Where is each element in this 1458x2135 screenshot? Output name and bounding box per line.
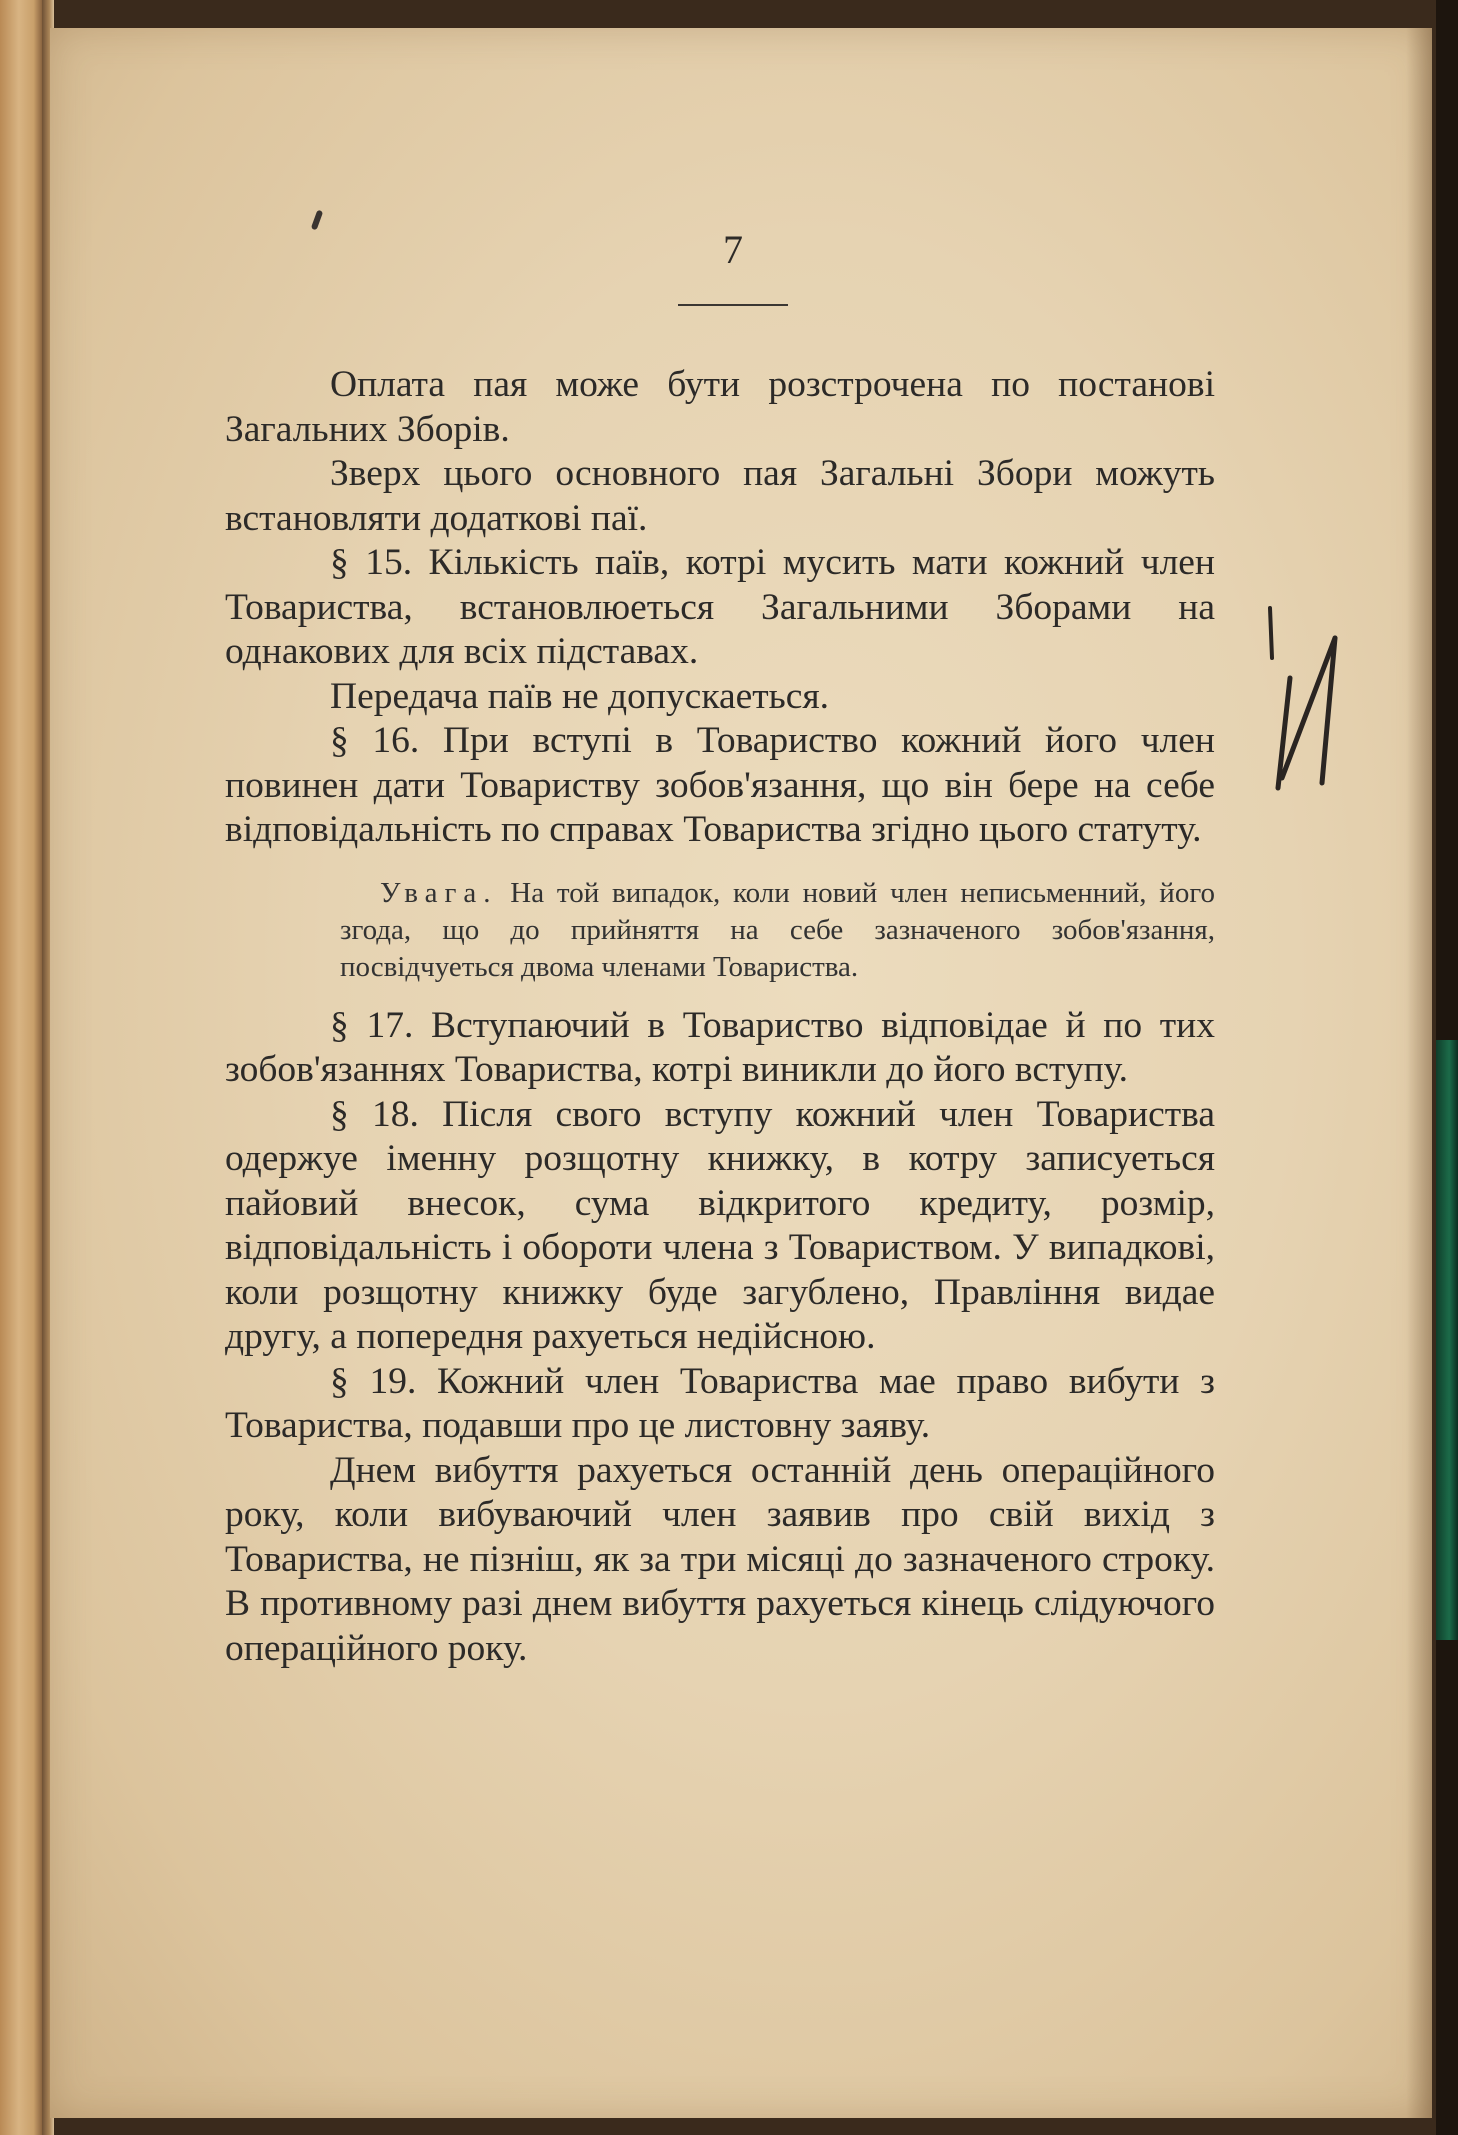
handwritten-margin-mark: [1260, 598, 1350, 798]
paragraph-section-17: § 17. Вступаючий в Товариство відповідае й по тих зобов'язаннях Товариства, котрі виникли до його вступу.: [225, 1004, 1215, 1090]
left-page-edge: [0, 0, 42, 2135]
paragraph: Днем вибуття рахуеться останній день операційного року, коли вибуваючий член заявив про свій вихід з Товариства, не пізніш, як за три місяці до зазначеного строку. В противному разі днем вибуття рахуеться кінець слідуючого операційного року.: [225, 1449, 1215, 1669]
note-text: На той випадок, коли новий член неписьменний, його згода, що до прийняття на себе зазначеного зобов'язання, посвідчуеться двома членами Товариства.: [340, 876, 1215, 983]
paragraph-section-16: § 16. При вступі в Товариство кожний його член повинен дати Товариству зобов'язання, що він бере на себе відповідальність по справах Товариства згідно цього статуту.: [225, 720, 1215, 850]
page-number: 7: [723, 227, 743, 272]
document-page: [50, 28, 1432, 2118]
page-number-rule: [678, 304, 788, 306]
ink-speck: [311, 210, 323, 231]
paragraph: Оплата пая може бути розстрочена по постанові Загальних Зборів.: [225, 364, 1215, 450]
paragraph-section-18: § 18. Після свого вступу кожний член Товариства одержуе іменну розщотну книжку, в котру записуеться пайовий внесок, сума відкритого кредиту, розмір, відповідальність і обороти члена з Товариством. У випадкові, коли розщотну книжку буде загублено, Правління видае другу, а попередня рахуеться недійсною.: [225, 1093, 1215, 1357]
green-cover-strip: [1436, 1040, 1458, 1640]
note-label: Увага.: [380, 876, 498, 909]
paragraph: Зверх цього основного пая Загальні Збори можуть встановляти додаткові паї.: [225, 453, 1215, 539]
body-text: [225, 363, 1215, 1671]
note-block: [340, 875, 1215, 986]
paragraph: Передача паїв не допускаеться.: [330, 675, 830, 717]
paragraph-section-19: § 19. Кожний член Товариства мае право вибути з Товариства, подавши про це листовну заяву.: [225, 1360, 1215, 1446]
paragraph-section-15: § 15. Кількість паїв, котрі мусить мати кожний член Товариства, встановлюеться Загальними Зборами на однакових для всіх підставах.: [225, 542, 1215, 672]
